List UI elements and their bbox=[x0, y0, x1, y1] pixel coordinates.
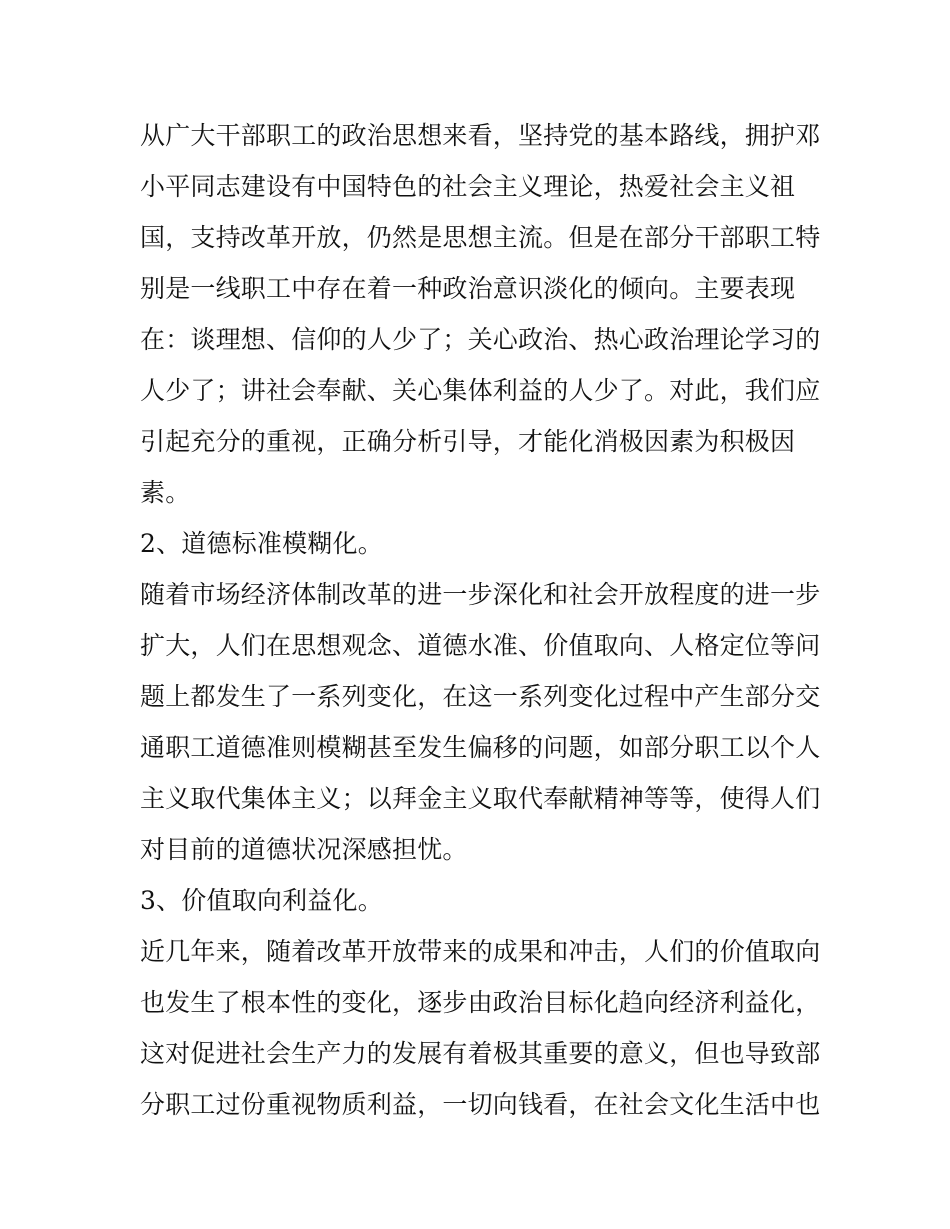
text-line: 题上都发生了一系列变化，在这一系列变化过程中产生部分交 bbox=[140, 682, 821, 711]
text-line: 小平同志建设有中国特色的社会主义理论，热爱社会主义祖 bbox=[140, 172, 796, 201]
text-line: 对目前的道德状况深感担忧。 bbox=[140, 835, 468, 864]
text-line: 主义取代集体主义；以拜金主义取代奉献精神等等，使得人们 bbox=[140, 784, 821, 813]
text-line: 扩大，人们在思想观念、道德水准、价值取向、人格定位等问 bbox=[140, 631, 821, 660]
text-line: 别是一线职工中存在着一种政治意识淡化的倾向。主要表现 bbox=[140, 274, 796, 303]
text-line: 在：谈理想、信仰的人少了；关心政治、热心政治理论学习的 bbox=[140, 325, 821, 354]
text-line: 引起充分的重视，正确分析引导，才能化消极因素为积极因 bbox=[140, 427, 796, 456]
text-line: 从广大干部职工的政治思想来看，坚持党的基本路线，拥护邓 bbox=[140, 121, 821, 150]
section-heading: 2、道德标准模糊化。 bbox=[140, 529, 383, 558]
text-line: 国，支持改革开放，仍然是思想主流。但是在部分干部职工特 bbox=[140, 223, 821, 252]
text-line: 这对促进社会生产力的发展有着极其重要的意义，但也导致部 bbox=[140, 1039, 821, 1068]
text-line: 素。 bbox=[140, 478, 191, 507]
text-line: 近几年来，随着改革开放带来的成果和冲击，人们的价值取向 bbox=[140, 937, 821, 966]
text-line: 随着市场经济体制改革的进一步深化和社会开放程度的进一步 bbox=[140, 580, 821, 609]
text-line: 人少了；讲社会奉献、关心集体利益的人少了。对此，我们应 bbox=[140, 376, 821, 405]
text-line: 也发生了根本性的变化，逐步由政治目标化趋向经济利益化， bbox=[140, 988, 821, 1017]
text-line: 通职工道德准则模糊甚至发生偏移的问题，如部分职工以个人 bbox=[140, 733, 821, 762]
section-heading: 3、价值取向利益化。 bbox=[140, 886, 383, 915]
text-line: 分职工过份重视物质利益，一切向钱看，在社会文化生活中也 bbox=[140, 1090, 821, 1119]
document-body bbox=[140, 110, 820, 1130]
